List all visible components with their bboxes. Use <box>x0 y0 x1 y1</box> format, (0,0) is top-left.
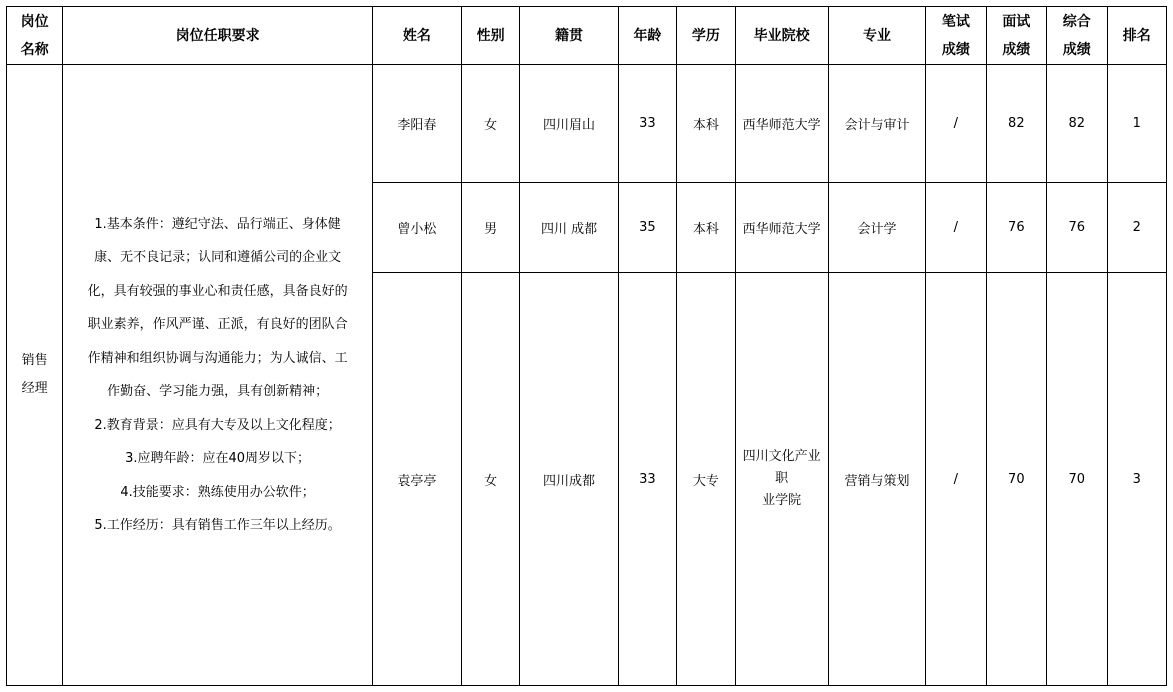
cell-age: 33 <box>618 273 676 686</box>
cell-written-score: / <box>926 273 986 686</box>
header-education: 学历 <box>677 7 735 65</box>
cell-hometown: 四川 成都 <box>520 183 618 273</box>
cell-gender: 女 <box>461 65 519 183</box>
cell-education: 本科 <box>677 183 735 273</box>
cell-gender: 女 <box>461 273 519 686</box>
cell-total-score: 82 <box>1047 65 1107 183</box>
cell-rank: 1 <box>1107 65 1167 183</box>
cell-name: 袁亭亭 <box>372 273 461 686</box>
cell-hometown: 四川成都 <box>520 273 618 686</box>
cell-written-score: / <box>926 183 986 273</box>
header-age: 年龄 <box>618 7 676 65</box>
cell-major: 会计与审计 <box>828 65 925 183</box>
header-gender: 性别 <box>461 7 519 65</box>
cell-rank: 2 <box>1107 183 1167 273</box>
header-total-score: 综合 成绩 <box>1047 7 1107 65</box>
header-requirements: 岗位任职要求 <box>63 7 372 65</box>
header-written-score: 笔试 成绩 <box>926 7 986 65</box>
cell-name: 李阳春 <box>372 65 461 183</box>
cell-school: 西华师范大学 <box>735 65 828 183</box>
header-position: 岗位 名称 <box>7 7 63 65</box>
candidate-table <box>6 6 1167 686</box>
cell-total-score: 76 <box>1047 183 1107 273</box>
cell-school: 四川文化产业职 业学院 <box>735 273 828 686</box>
cell-interview-score: 76 <box>986 183 1046 273</box>
cell-hometown: 四川眉山 <box>520 65 618 183</box>
header-school: 毕业院校 <box>735 7 828 65</box>
cell-major: 会计学 <box>828 183 925 273</box>
header-name: 姓名 <box>372 7 461 65</box>
position-title: 销售 经理 <box>7 65 63 686</box>
cell-education: 大专 <box>677 273 735 686</box>
header-hometown: 籍贯 <box>520 7 618 65</box>
cell-school: 西华师范大学 <box>735 183 828 273</box>
header-major: 专业 <box>828 7 925 65</box>
cell-age: 33 <box>618 65 676 183</box>
cell-education: 本科 <box>677 65 735 183</box>
cell-gender: 男 <box>461 183 519 273</box>
cell-name: 曾小松 <box>372 183 461 273</box>
cell-interview-score: 70 <box>986 273 1046 686</box>
header-interview-score: 面试 成绩 <box>986 7 1046 65</box>
cell-written-score: / <box>926 65 986 183</box>
header-row <box>7 7 1167 65</box>
table-row <box>7 65 1167 183</box>
header-rank: 排名 <box>1107 7 1167 65</box>
cell-total-score: 70 <box>1047 273 1107 686</box>
job-requirements: 1.基本条件：遵纪守法、品行端正、身体健 康、无不良记录；认同和遵循公司的企业文 化，具有较强的事业心和责任感，具备良好的 职业素养，作风严谨、正派，有良好的团队合 作精神和组织协调与沟通能力；为人诚信、工 作勤奋、学习能力强，具有创新精神； 2.教育背景：应具有大专及以上文化程度； 3.应聘年龄：应在40周岁以下； 4.技能要求：熟练使用办公软件； 5.工作经历：具有销售工作三年以上经历。 <box>63 65 372 686</box>
cell-age: 35 <box>618 183 676 273</box>
cell-major: 营销与策划 <box>828 273 925 686</box>
cell-rank: 3 <box>1107 273 1167 686</box>
cell-interview-score: 82 <box>986 65 1046 183</box>
